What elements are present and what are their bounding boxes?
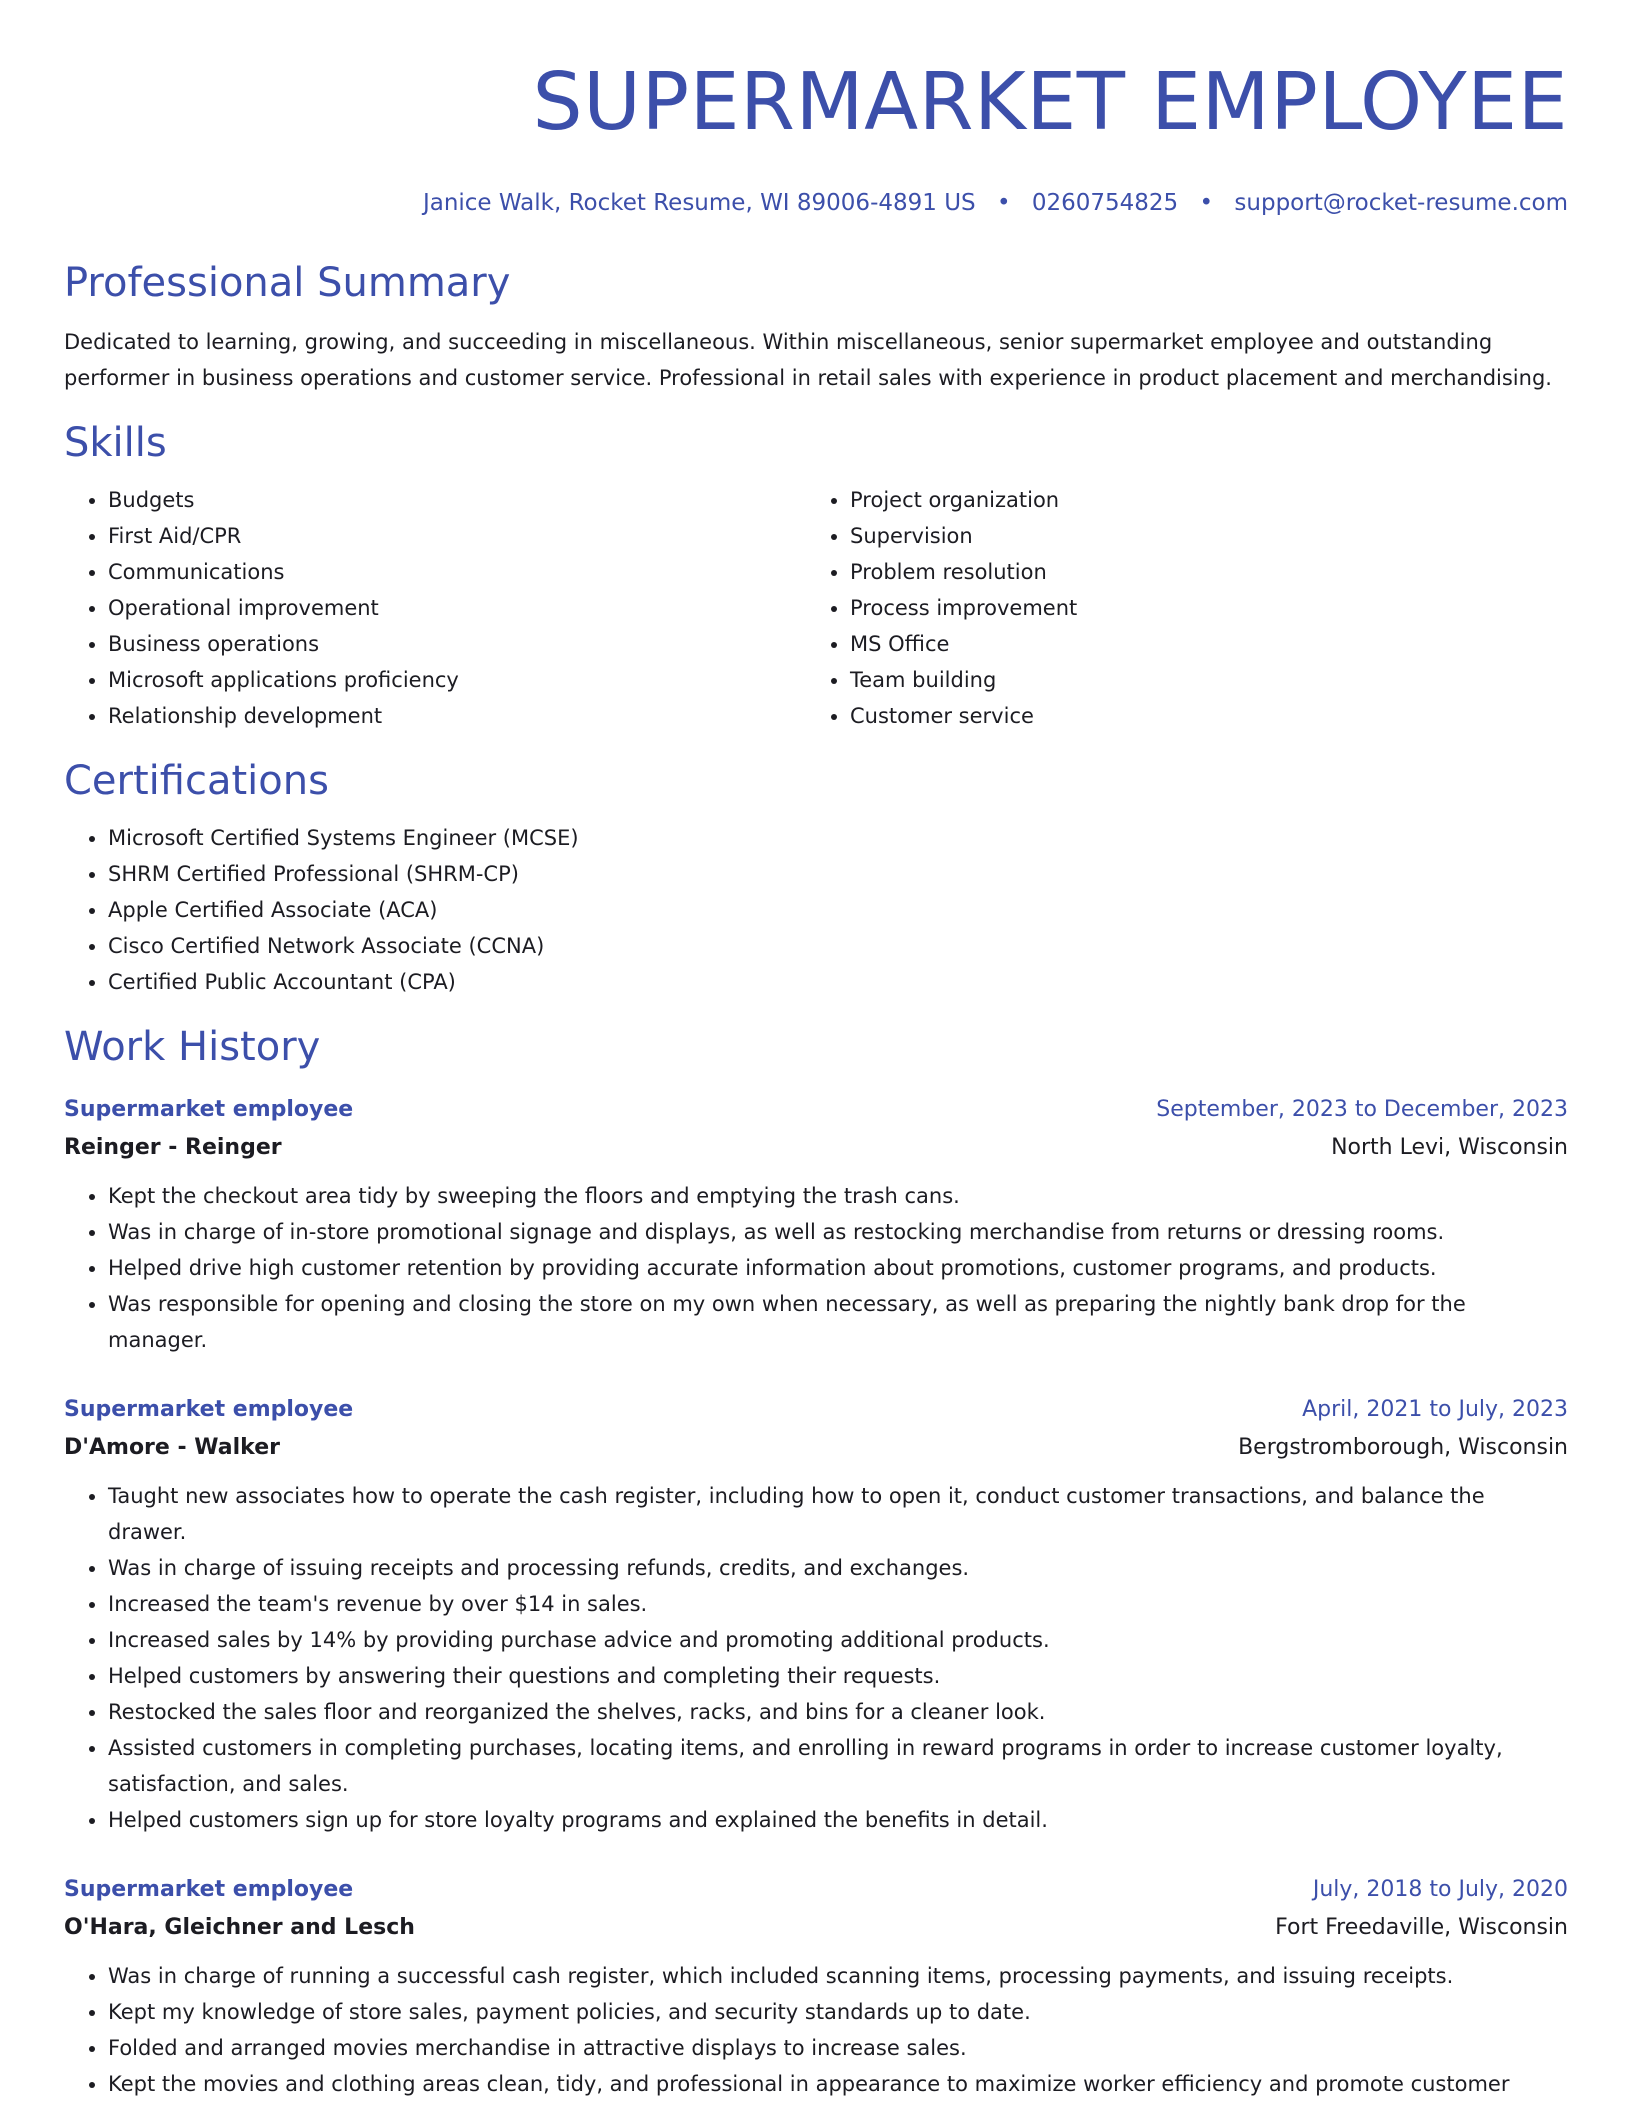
job-bullet: • Increased sales by 14% by providing purchase advice and promoting additional products. <box>108 1622 1568 1658</box>
job-bullet: • Helped customers sign up for store loyalty programs and explained the benefits in detail. <box>108 1802 1568 1838</box>
job-company-row <box>64 1908 1568 1948</box>
skills-list-left <box>64 482 806 734</box>
skill-item: • Business operations <box>108 626 806 662</box>
resume-title: SUPERMARKET EMPLOYEE <box>532 56 1568 148</box>
job-bullet: • Kept the movies and clothing areas clean, tidy, and professional in appearance to maximize worker efficiency and promote customer <box>108 2066 1568 2102</box>
certifications-list <box>64 820 1568 1000</box>
job-company-row <box>64 1428 1568 1468</box>
job-dates: April, 2021 to July, 2023 <box>1302 1397 1568 1422</box>
resume-page <box>64 0 1568 2102</box>
job-bullet: • Was in charge of in-store promotional signage and displays, as well as restocking merchandise from returns or dressing rooms. <box>108 1214 1568 1250</box>
job-bullets <box>64 1958 1568 2102</box>
contact-address: Janice Walk, Rocket Resume, WI 89006-4891 US <box>422 190 976 216</box>
contact-line <box>64 188 1568 218</box>
skill-item: • First Aid/CPR <box>108 518 806 554</box>
job-header-row <box>64 1872 1568 1908</box>
job-bullet: • Restocked the sales floor and reorganized the shelves, racks, and bins for a cleaner look. <box>108 1694 1568 1730</box>
job-dates: September, 2023 to December, 2023 <box>1156 1097 1568 1122</box>
skills-columns <box>64 482 1568 734</box>
job-title: Supermarket employee <box>64 1397 354 1422</box>
certification-item: • Cisco Certified Network Associate (CCNA) <box>108 928 1568 964</box>
job-bullets <box>64 1178 1568 1358</box>
contact-separator: • <box>1199 190 1214 216</box>
skill-item: • Relationship development <box>108 698 806 734</box>
job-bullet: • Was responsible for opening and closing the store on my own when necessary, as well as preparing the nightly bank drop for the manager. <box>108 1286 1568 1358</box>
skills-heading: Skills <box>64 420 167 466</box>
job-entry <box>64 1092 1568 1358</box>
contact-email[interactable]: support@rocket-resume.com <box>1234 190 1568 216</box>
job-bullet: • Kept the checkout area tidy by sweeping the floors and emptying the trash cans. <box>108 1178 1568 1214</box>
job-bullet: • Taught new associates how to operate the cash register, including how to open it, conduct customer transactions, and balance the drawer. <box>108 1478 1568 1550</box>
certification-item: • SHRM Certified Professional (SHRM-CP) <box>108 856 1568 892</box>
job-bullet: • Was in charge of running a successful cash register, which included scanning items, processing payments, and issuing receipts. <box>108 1958 1568 1994</box>
job-company: D'Amore - Walker <box>64 1435 280 1460</box>
job-company: O'Hara, Gleichner and Lesch <box>64 1915 415 1940</box>
skill-item: • Process improvement <box>850 590 1548 626</box>
contact-separator: • <box>996 190 1011 216</box>
job-company-row <box>64 1128 1568 1168</box>
job-header-row <box>64 1392 1568 1428</box>
certification-item: • Certified Public Accountant (CPA) <box>108 964 1568 1000</box>
job-bullet: • Increased the team's revenue by over $14 in sales. <box>108 1586 1568 1622</box>
job-title: Supermarket employee <box>64 1097 354 1122</box>
skill-item: • Budgets <box>108 482 806 518</box>
skill-item: • Problem resolution <box>850 554 1548 590</box>
job-entry <box>64 1872 1568 2102</box>
job-header-row <box>64 1092 1568 1128</box>
contact-phone: 0260754825 <box>1031 190 1179 216</box>
summary-heading: Professional Summary <box>64 260 511 306</box>
skill-item: • Supervision <box>850 518 1548 554</box>
skill-item: • Customer service <box>850 698 1548 734</box>
skill-item: • Team building <box>850 662 1548 698</box>
job-title: Supermarket employee <box>64 1877 354 1902</box>
skill-item: • Microsoft applications proficiency <box>108 662 806 698</box>
job-entry <box>64 1392 1568 1838</box>
work-history-heading: Work History <box>64 1024 321 1070</box>
job-bullet: • Was in charge of issuing receipts and processing refunds, credits, and exchanges. <box>108 1550 1568 1586</box>
skill-item: • MS Office <box>850 626 1548 662</box>
certification-item: • Apple Certified Associate (ACA) <box>108 892 1568 928</box>
job-bullets <box>64 1478 1568 1838</box>
job-location: North Levi, Wisconsin <box>1331 1135 1568 1160</box>
summary-text: Dedicated to learning, growing, and succeeding in miscellaneous. Within miscellaneous, senior supermarket employee and outstanding performer in business operations and customer service. Professional in retail sales with experience in product placement and merchandising. <box>64 330 1552 390</box>
job-bullet: • Kept my knowledge of store sales, payment policies, and security standards up to date. <box>108 1994 1568 2030</box>
job-bullet: • Assisted customers in completing purchases, locating items, and enrolling in reward programs in order to increase customer loyalty, satisfaction, and sales. <box>108 1730 1568 1802</box>
job-bullet: • Folded and arranged movies merchandise in attractive displays to increase sales. <box>108 2030 1568 2066</box>
job-bullet: • Helped drive high customer retention by providing accurate information about promotions, customer programs, and products. <box>108 1250 1568 1286</box>
certifications-heading: Certifications <box>64 758 329 804</box>
skill-item: • Operational improvement <box>108 590 806 626</box>
job-location: Bergstromborough, Wisconsin <box>1238 1435 1568 1460</box>
skill-item: • Project organization <box>850 482 1548 518</box>
job-location: Fort Freedaville, Wisconsin <box>1275 1915 1568 1940</box>
job-dates: July, 2018 to July, 2020 <box>1312 1877 1568 1902</box>
skill-item: • Communications <box>108 554 806 590</box>
certification-item: • Microsoft Certified Systems Engineer (MCSE) <box>108 820 1568 856</box>
job-bullet: • Helped customers by answering their questions and completing their requests. <box>108 1658 1568 1694</box>
job-company: Reinger - Reinger <box>64 1135 282 1160</box>
skills-list-right <box>806 482 1548 734</box>
